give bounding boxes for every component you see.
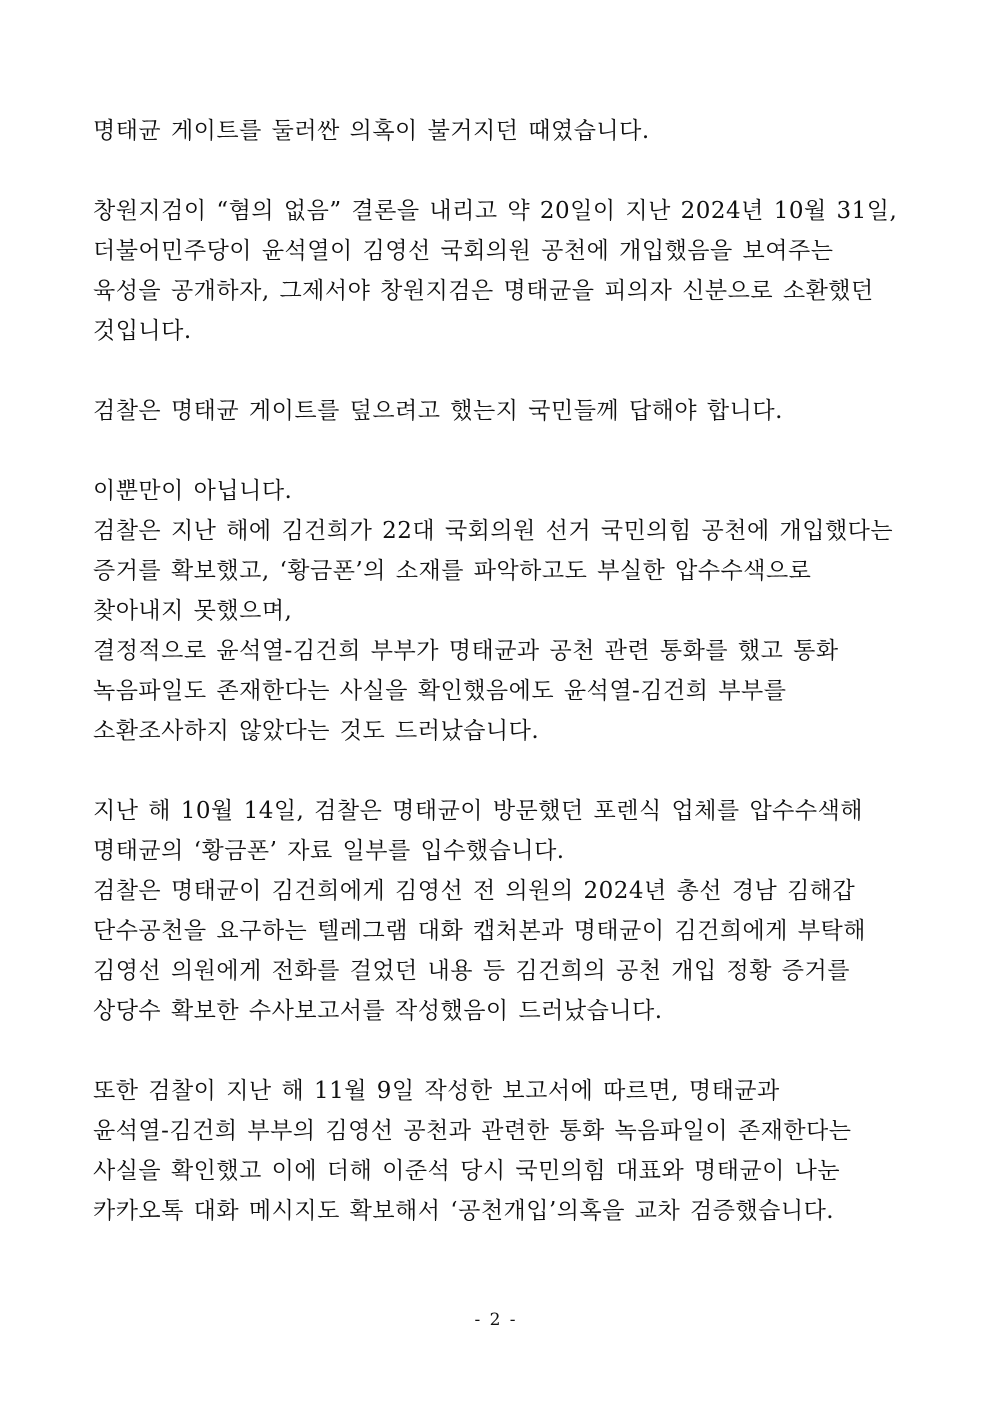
paragraph-2-line-2: 더불어민주당이 윤석열이 김영선 국회의원 공천에 개입했음을 보여주는 [93, 238, 834, 264]
paragraph-5-line-1: 지난 해 10월 14일, 검찰은 명태균이 방문했던 포렌식 업체를 압수수색해 [93, 798, 864, 824]
paragraph-6-line-1: 또한 검찰이 지난 해 11월 9일 작성한 보고서에 따르면, 명태균과 [93, 1078, 780, 1104]
paragraph-4-line-4: 찾아내지 못했으며, [93, 598, 293, 624]
paragraph-5-line-3: 검찰은 명태균이 김건희에게 김영선 전 의원의 2024년 총선 경남 김해갑 [93, 878, 856, 904]
paragraph-2-line-1: 창원지검이 “혐의 없음” 결론을 내리고 약 20일이 지난 2024년 10월 31일, [93, 198, 898, 224]
paragraph-2-line-4: 것입니다. [93, 318, 192, 344]
paragraph-2-line-3: 육성을 공개하자, 그제서야 창원지검은 명태균을 피의자 신분으로 소환했던 [93, 278, 874, 304]
paragraph-6-line-4: 카카오톡 대화 메시지도 확보해서 ‘공천개입’의혹을 교차 검증했습니다. [93, 1198, 835, 1224]
page-number: - 2 - [474, 1310, 518, 1330]
paragraph-5-line-4: 단수공천을 요구하는 텔레그램 대화 캡처본과 명태균이 김건희에게 부탁해 [93, 918, 866, 944]
paragraph-4-line-6: 녹음파일도 존재한다는 사실을 확인했음에도 윤석열-김건희 부부를 [93, 678, 787, 704]
paragraph-4-line-2: 검찰은 지난 해에 김건희가 22대 국회의원 선거 국민의힘 공천에 개입했다는 [93, 518, 894, 544]
paragraph-6-line-2: 윤석열-김건희 부부의 김영선 공천과 관련한 통화 녹음파일이 존재한다는 [93, 1118, 852, 1144]
paragraph-1-line-1: 명태균 게이트를 둘러싼 의혹이 불거지던 때였습니다. [93, 118, 650, 144]
paragraph-4-line-3: 증거를 확보했고, ‘황금폰’의 소재를 파악하고도 부실한 압수수색으로 [93, 558, 812, 584]
paragraph-5-line-2: 명태균의 ‘황금폰’ 자료 일부를 입수했습니다. [93, 838, 565, 864]
paragraph-5-line-5: 김영선 의원에게 전화를 걸었던 내용 등 김건희의 공천 개입 정황 증거를 [93, 958, 850, 984]
paragraph-4-line-5: 결정적으로 윤석열-김건희 부부가 명태균과 공천 관련 통화를 했고 통화 [93, 638, 839, 664]
paragraph-4-line-1: 이뿐만이 아닙니다. [93, 478, 293, 504]
paragraph-6-line-3: 사실을 확인했고 이에 더해 이준석 당시 국민의힘 대표와 명태균이 나눈 [93, 1158, 841, 1184]
paragraph-5-line-6: 상당수 확보한 수사보고서를 작성했음이 드러났습니다. [93, 998, 663, 1024]
paragraph-4-line-7: 소환조사하지 않았다는 것도 드러났습니다. [93, 718, 540, 744]
paragraph-3-line-1: 검찰은 명태균 게이트를 덮으려고 했는지 국민들께 답해야 합니다. [93, 398, 783, 424]
